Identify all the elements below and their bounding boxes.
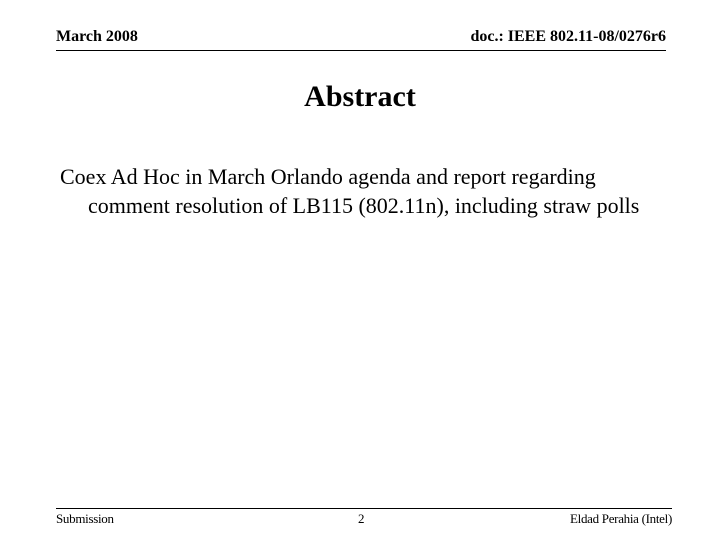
footer-author: Eldad Perahia (Intel) [570,511,672,526]
header-doc-id: doc.: IEEE 802.11-08/0276r6 [470,28,666,45]
slide-body-text: Coex Ad Hoc in March Orlando agenda and report regarding comment resolution of LB115 (802.11n), including straw polls [60,164,640,218]
slide-footer [56,508,672,529]
header-date: March 2008 [56,28,138,45]
footer-page-number: 2 [358,511,365,526]
slide-header [56,28,666,51]
footer-submission: Submission [56,511,114,526]
slide-title: Abstract [304,80,416,113]
